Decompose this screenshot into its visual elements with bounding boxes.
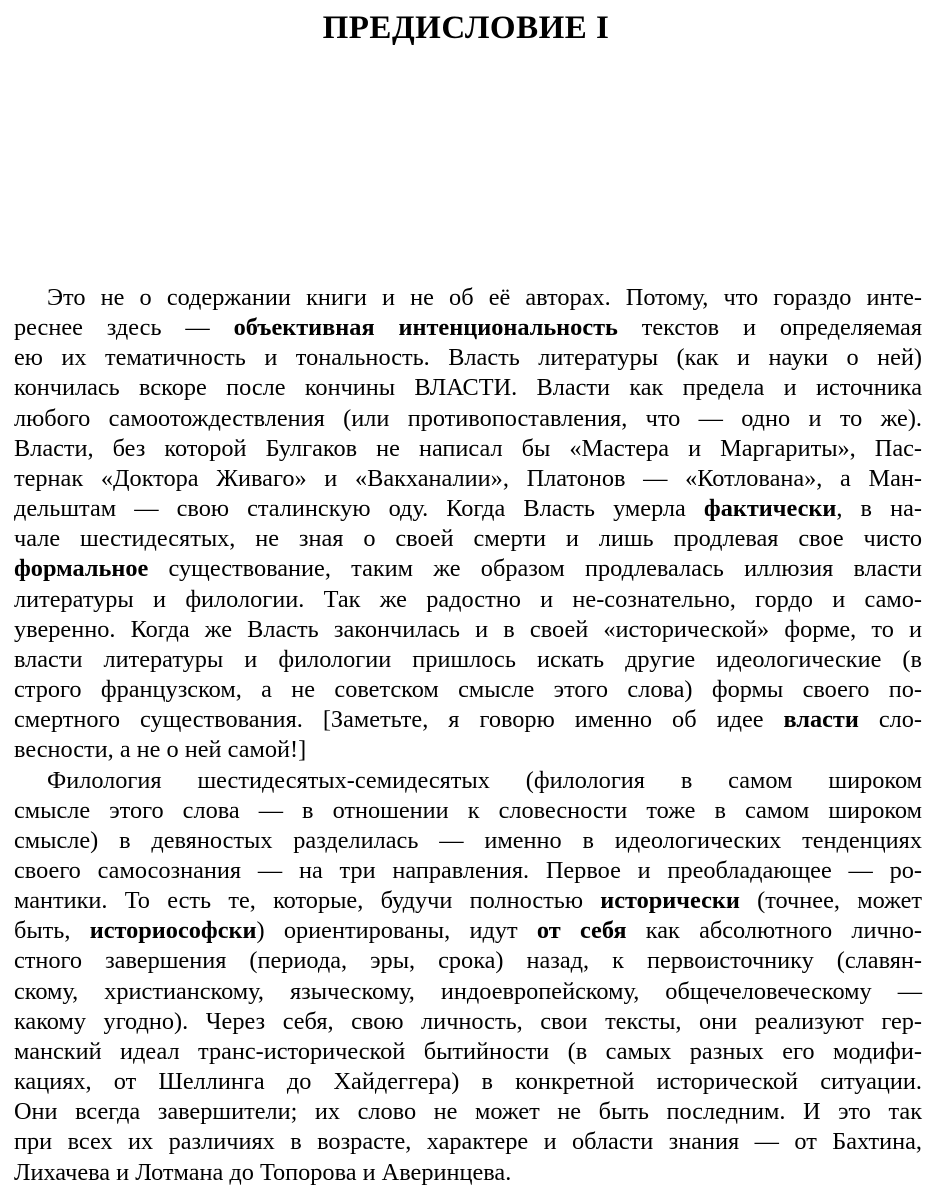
page-title: ПРЕДИСЛОВИЕ I [322,10,610,46]
text-run: скому, христианскому, языческому, индоевропейскому, общечеловеческому — [14,977,922,1005]
text-line [14,464,922,494]
text-line [14,283,922,313]
paragraph [14,766,922,1188]
text-run: смысле этого слова — в отношении к словесности тоже в самом широком [14,796,922,824]
text-line [14,524,922,554]
text-line [14,615,922,645]
text-run: ) ориентированы, идут [256,917,537,945]
text-line [14,705,922,735]
text-line [14,826,922,856]
text-line [14,1037,922,1067]
text-run: мантики. То есть те, которые, будучи полностью [14,887,601,915]
text-run: своего самосознания — на три направления. Первое и преобладающее — ро- [14,856,922,884]
text-run: быть, [14,917,90,945]
text-line [14,735,922,765]
text-run: манский идеал транс-исторической бытийности (в самых разных его модифи- [14,1037,922,1065]
text-run: реснее здесь — [14,314,234,342]
text-run: при всех их различиях в возрасте, характере и области знания — от Бахтина, [14,1128,922,1156]
text-line [14,766,922,796]
bold-phrase: фактически [703,495,837,523]
text-run: строго французском, а не советском смысле этого слова) формы своего по- [14,676,922,704]
text-run: как абсолютного лично- [626,917,922,945]
bold-phrase: историософски [89,917,257,945]
text-line [14,916,922,946]
bold-phrase: формальное [14,555,149,583]
bold-phrase: от себя [536,917,627,945]
text-line [14,977,922,1007]
text-line [14,856,922,886]
text-run: тернак «Доктора Живаго» и «Вакханалии», Платонов — «Котлована», а Ман- [14,464,922,492]
text-run: существование, таким же образом продлевалась иллюзия власти [148,555,922,583]
text-line [14,373,922,403]
text-line [14,946,922,976]
text-line [14,886,922,916]
body-text [14,283,922,1188]
text-run: кациях, от Шеллинга до Хайдеггера) в конкретной исторической ситуации. [14,1068,922,1096]
text-run: дельштам — свою сталинскую оду. Когда Власть умерла [14,495,704,523]
text-line [14,1158,922,1188]
bold-phrase: власти [783,706,859,734]
text-run: Лихачева и Лотмана до Топорова и Аверинцева. [14,1158,512,1186]
text-line [14,675,922,705]
text-run: Это не о содержании книги и не об её авторах. Потому, что гораздо инте- [47,284,922,311]
text-run: , в на- [836,495,922,523]
text-line [14,343,922,373]
text-run: Они всегда завершители; их слово не может не быть последним. И это так [14,1098,922,1126]
text-line [14,494,922,524]
text-run: смысле) в девяностых разделилась — именно в идеологических тенденциях [14,826,922,854]
text-run: ею их тематичность и тональность. Власть литературы (как и науки о ней) [14,344,922,372]
text-line [14,434,922,464]
text-run: сло- [858,706,922,734]
text-line [14,645,922,675]
text-line [14,554,922,584]
text-run: какому угодно). Через себя, свою личность, свои тексты, они реализуют гер- [14,1007,922,1035]
text-line [14,796,922,826]
bold-phrase: исторически [600,887,740,915]
text-run: Филология шестидесятых-семидесятых (филология в самом широком [47,766,922,794]
text-line [14,1097,922,1127]
bold-phrase: объективная интенциональность [233,314,618,342]
text-run: любого самоотождествления (или противопоставления, что — одно и то же). [14,404,922,432]
text-run: текстов и определяемая [617,314,923,342]
text-run: (точнее, может [739,887,922,915]
text-run: уверенно. Когда же Власть закончилась и в своей «исторической» форме, то и [14,615,922,643]
text-run: кончилась вскоре после кончины ВЛАСТИ. Власти как предела и источника [14,374,922,402]
paragraph [14,283,922,766]
text-run: Власти, без которой Булгаков не написал бы «Мастера и Маргариты», Пас- [14,434,922,462]
text-run: весности, а не о ней самой!] [14,736,307,764]
text-line [14,1007,922,1037]
text-line [14,313,922,343]
text-run: стного завершения (периода, эры, срока) назад, к первоисточнику (славян- [14,947,922,975]
text-line [14,404,922,434]
text-run: литературы и филологии. Так же радостно и не-сознательно, гордо и само- [14,585,922,613]
text-line [14,585,922,615]
text-line [14,1127,922,1157]
text-run: власти литературы и филологии пришлось искать другие идеологические (в [14,645,922,673]
text-run: чале шестидесятых, не зная о своей смерти и лишь продлевая свое чисто [14,525,922,553]
text-run: смертного существования. [Заметьте, я говорю именно об идее [14,706,784,734]
text-line [14,1067,922,1097]
